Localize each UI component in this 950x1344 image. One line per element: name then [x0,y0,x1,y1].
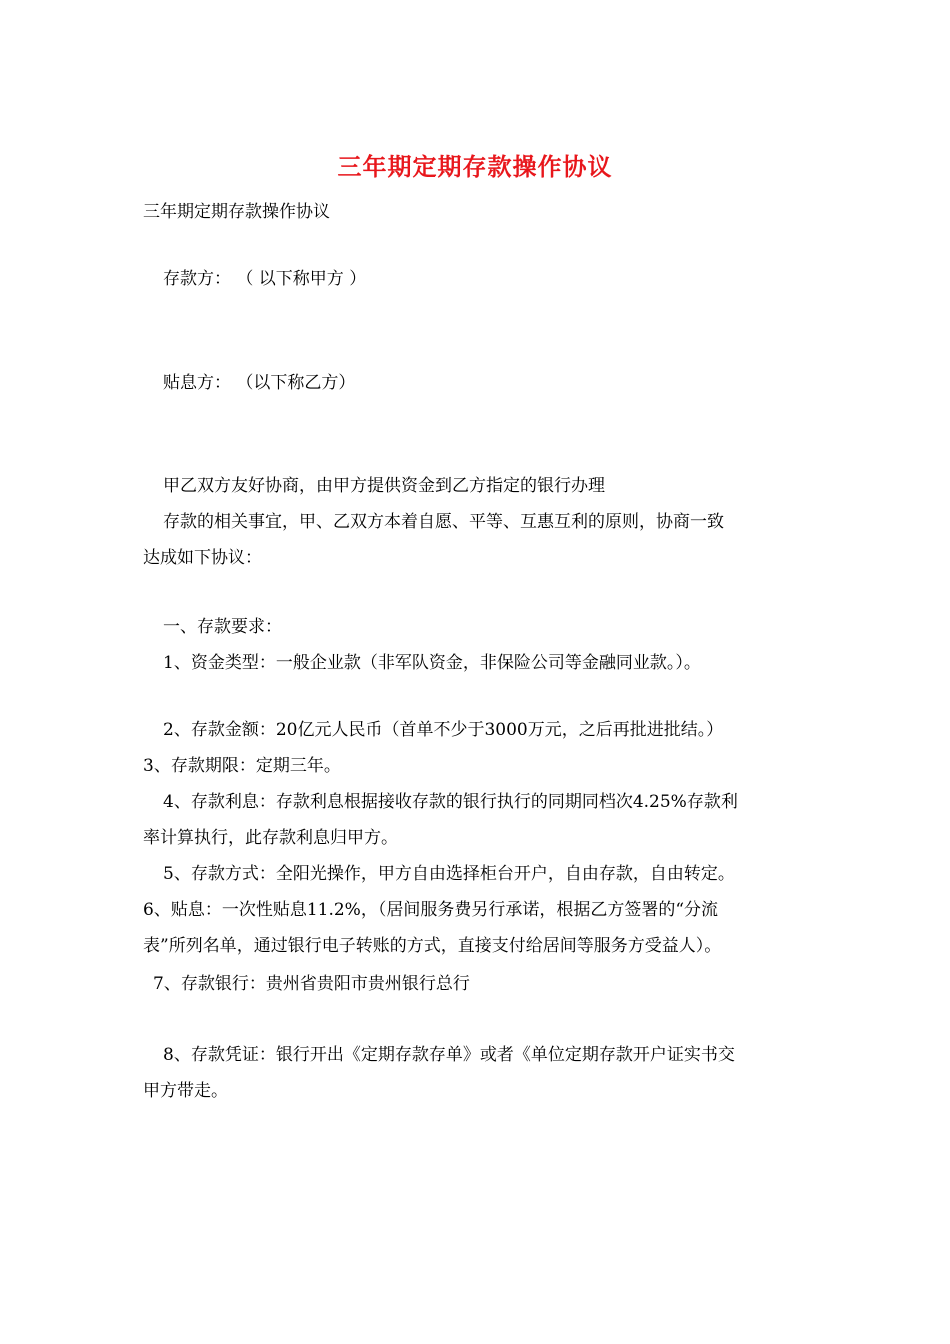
clause-2-deposit-amount: 2、存款金额：20亿元人民币（首单不少于3000万元，之后再批进批结。） [163,720,724,740]
clause-4-interest-line-1: 4、存款利息：存款利息根据接收存款的银行执行的同期同档次4.25%存款利 [163,792,738,812]
document-subtitle: 三年期定期存款操作协议 [143,202,330,222]
interest-party-line: 贴息方： （以下称乙方） [163,373,356,393]
clause-3-deposit-term: 3、存款期限：定期三年。 [143,756,341,776]
clause-4-interest-line-2: 率计算执行，此存款利息归甲方。 [143,828,398,848]
clause-8-certificate-line-2: 甲方带走。 [143,1081,228,1101]
clause-6-subsidy-line-1: 6、贴息：一次性贴息11.2%，（居间服务费另行承诺，根据乙方签署的“分流 [143,900,719,920]
document-title: 三年期定期存款操作协议 [337,152,613,181]
clause-6-subsidy-line-2: 表”所列名单，通过银行电子转账的方式，直接支付给居间等服务方受益人）。 [143,936,722,956]
clause-7-deposit-bank: 7、存款银行：贵州省贵阳市贵州银行总行 [153,974,470,994]
intro-paragraph-line-2: 存款的相关事宜，甲、乙双方本着自愿、平等、互惠互利的原则，协商一致 [163,512,724,532]
clause-8-certificate-line-1: 8、存款凭证：银行开出《定期存款存单》或者《单位定期存款开户证实书交 [163,1045,735,1065]
section-heading-deposit-requirements: 一、存款要求： [163,617,282,637]
depositor-line: 存款方： （ 以下称甲方 ） [163,269,367,289]
intro-paragraph-line-3: 达成如下协议： [143,548,262,568]
clause-1-fund-type: 1、资金类型：一般企业款（非军队资金，非保险公司等金融同业款。）。 [163,653,701,673]
clause-5-deposit-method: 5、存款方式：全阳光操作，甲方自由选择柜台开户，自由存款，自由转定。 [163,864,735,884]
intro-paragraph-line-1: 甲乙双方友好协商，由甲方提供资金到乙方指定的银行办理 [163,476,605,496]
